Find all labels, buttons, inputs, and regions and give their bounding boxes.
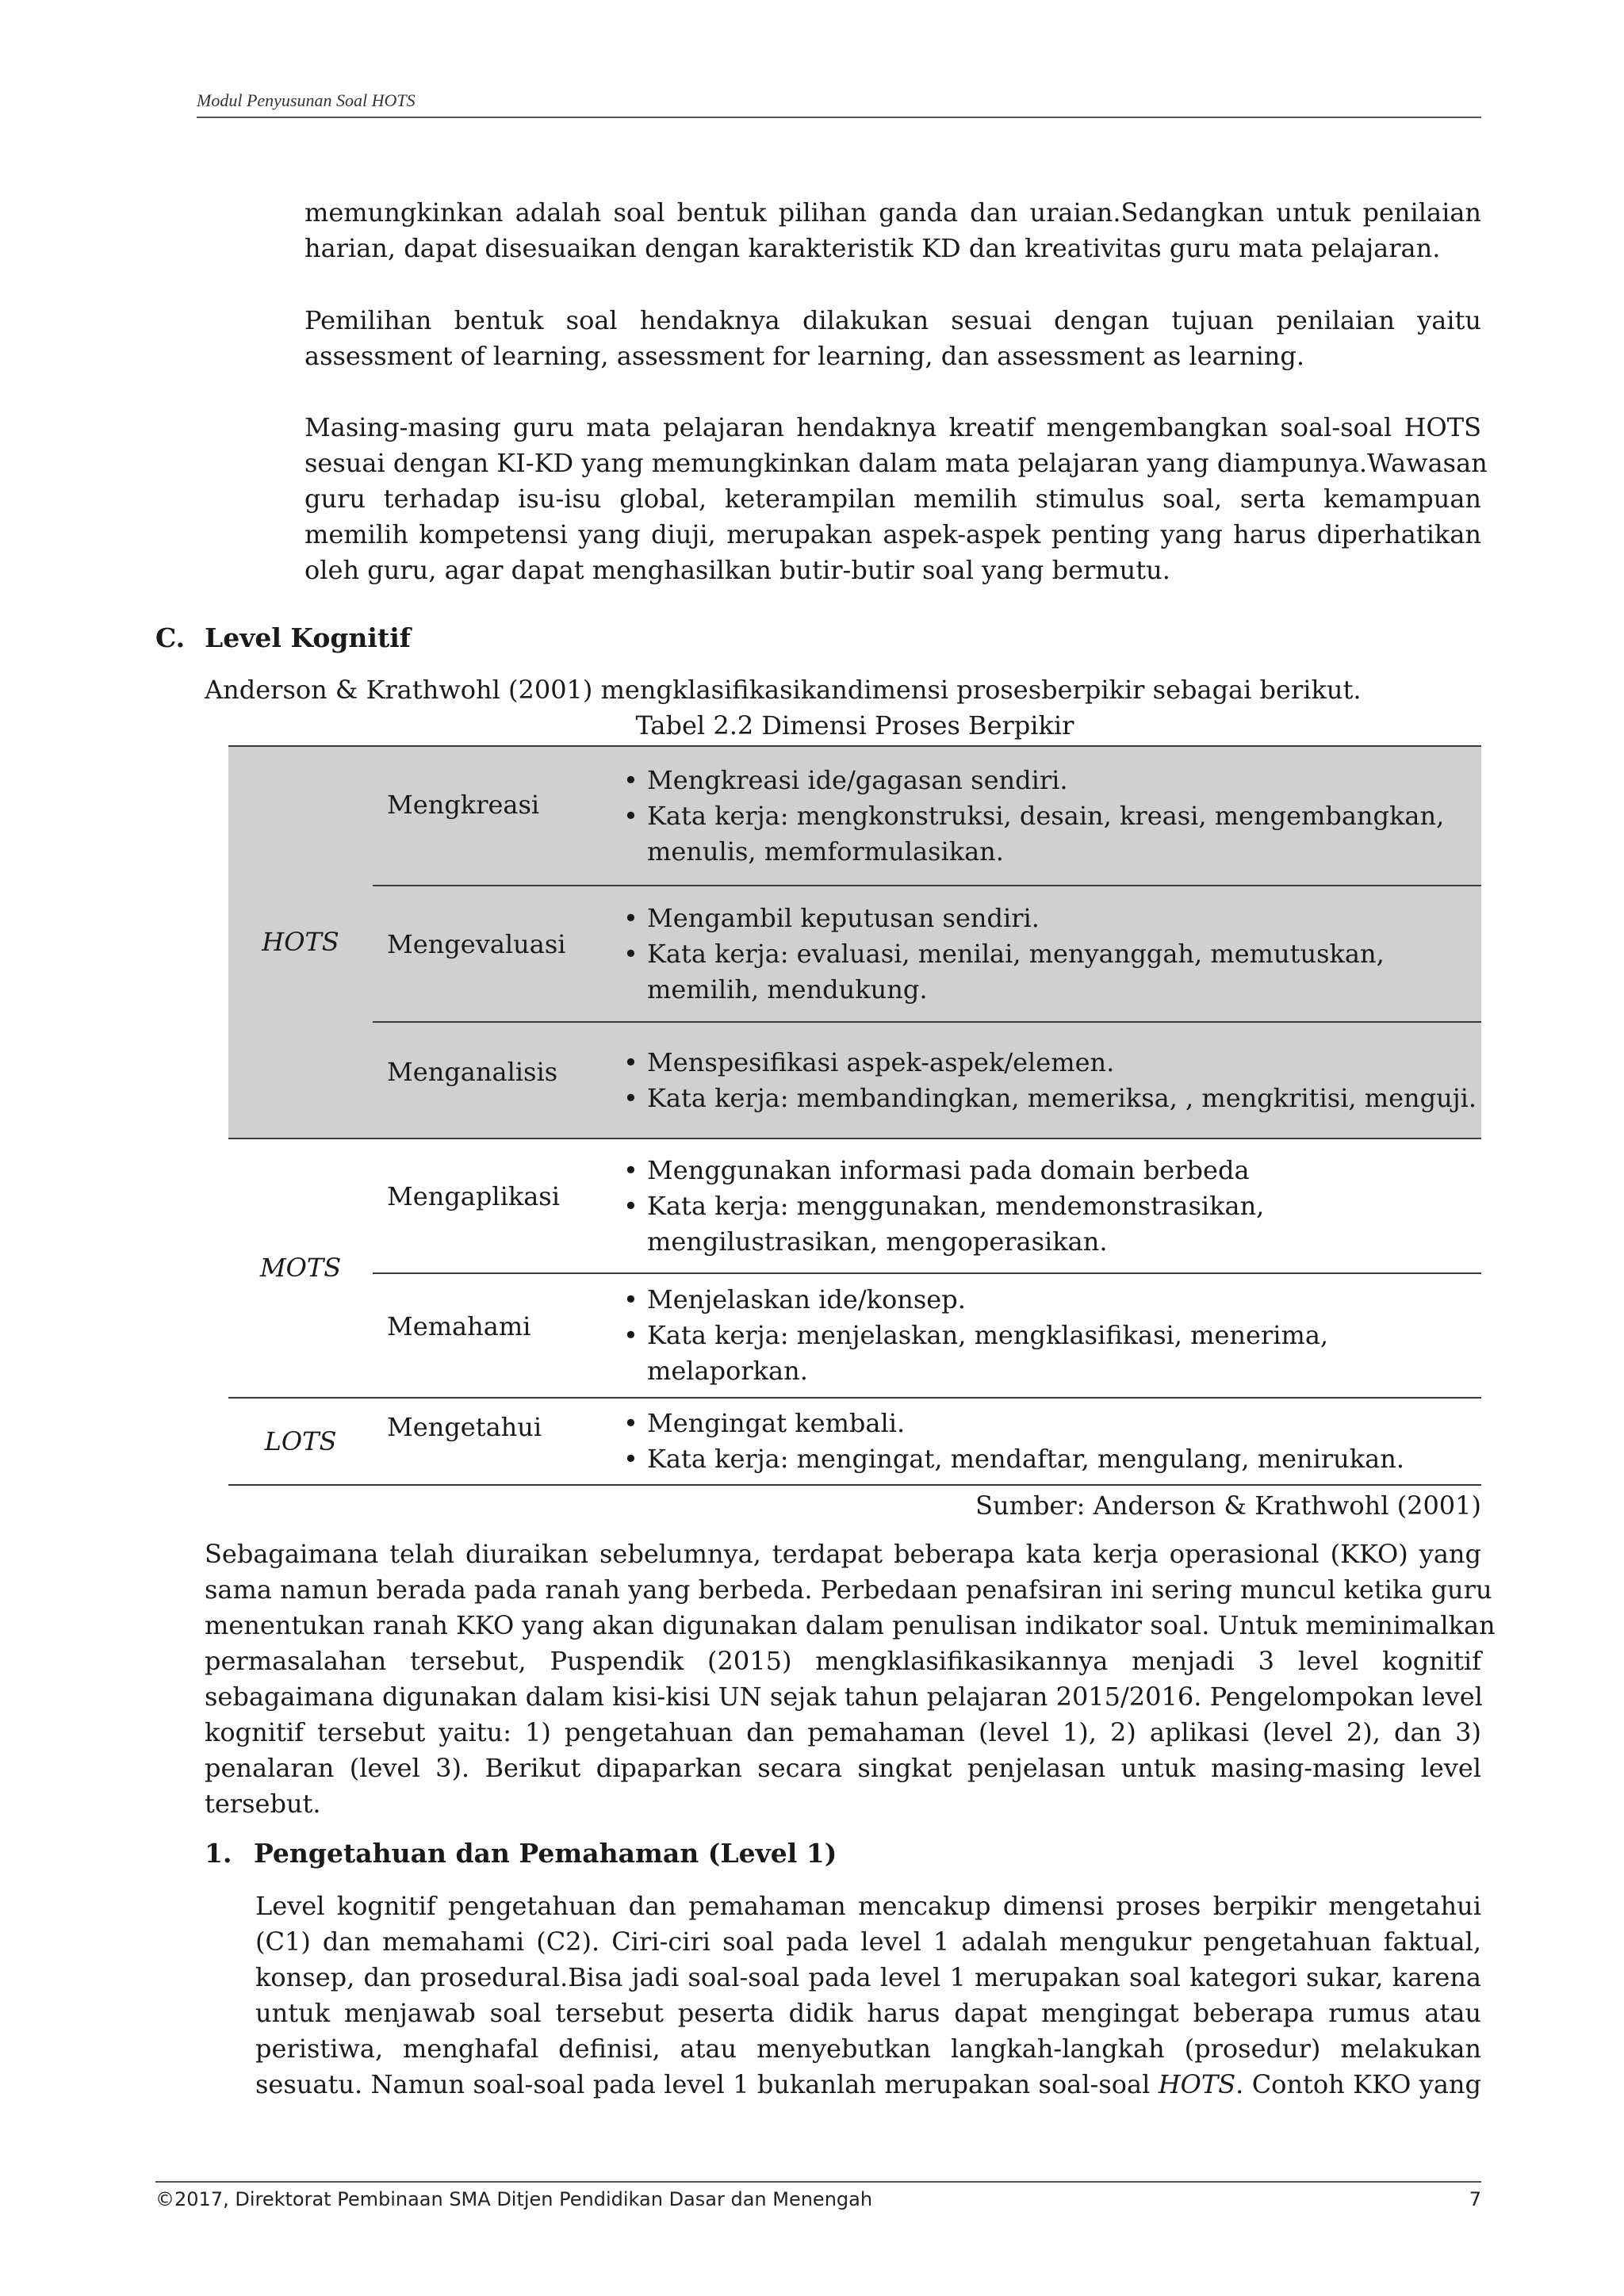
text-line: sesuai dengan KI-KD yang memungkinkan dalam mata pelajaran yang diampunya.Wawasan: [304, 448, 1488, 478]
level-cell-hots: HOTS: [228, 746, 373, 1138]
table-caption: Tabel 2.2 Dimensi Proses Berpikir: [635, 710, 1074, 740]
description-cell: [617, 886, 1481, 1022]
description-cell: [617, 1022, 1481, 1138]
running-header: Modul Penyusunan Soal HOTS: [197, 90, 416, 110]
paragraph-5: [255, 1888, 1481, 2103]
page-number: 7: [1469, 2188, 1481, 2210]
text-run: sesuatu. Namun soal-soal pada level 1 bukanlah merupakan soal-soal: [255, 2069, 1159, 2099]
bullet-item: • Menggunakan informasi pada domain berbeda: [647, 1153, 1481, 1188]
text-line: harian, dapat disesuaikan dengan karakteristik KD dan kreativitas guru mata pelajaran.: [304, 233, 1441, 263]
subsection-heading-1: [205, 1838, 837, 1869]
bullet-item: • Kata kerja: mengkonstruksi, desain, kreasi, mengembangkan, menulis, memformulasikan.: [647, 798, 1481, 870]
text-line: Level kognitif pengetahuan dan pemahaman mencakup dimensi proses berpikir mengetahui: [255, 1891, 1481, 1921]
process-cell: Memahami: [373, 1273, 617, 1398]
subsection-number: 1.: [205, 1838, 232, 1869]
description-cell: [617, 1138, 1481, 1273]
text-line: konsep, dan prosedural.Bisa jadi soal-soal pada level 1 merupakan soal kategori sukar, karena: [255, 1962, 1481, 1992]
footer-copyright: ©2017, Direktorat Pembinaan SMA Ditjen Pendidikan Dasar dan Menengah: [155, 2188, 873, 2210]
text-line: assessment of learning, assessment for learning, dan assessment as learning.: [304, 341, 1305, 371]
description-cell: [617, 746, 1481, 886]
table-row: [228, 1138, 1481, 1273]
text-line: menentukan ranah KKO yang akan digunakan dalam penulisan indikator soal. Untuk meminimalkan: [205, 1610, 1496, 1640]
bullet-item: • Kata kerja: menggunakan, mendemonstrasikan, mengilustrasikan, mengoperasikan.: [647, 1188, 1481, 1260]
table-row: [228, 1022, 1481, 1138]
paragraph-4: [205, 1536, 1496, 1822]
level-cell-mots: MOTS: [228, 1138, 373, 1398]
text-line: memilih kompetensi yang diuji, merupakan aspek-aspek penting yang harus diperhatikan: [304, 519, 1481, 549]
table-row: [228, 1273, 1481, 1398]
process-cell: Mengetahui: [373, 1398, 617, 1485]
subsection-title: Pengetahuan dan Pemahaman (Level 1): [254, 1838, 837, 1869]
text-line: tersebut.: [205, 1789, 321, 1819]
section-heading-c: [155, 622, 411, 653]
text-line: [255, 2067, 1481, 2103]
text-run: . Contoh KKO yang: [1235, 2069, 1481, 2099]
text-line: peristiwa, menghafal definisi, atau menyebutkan langkah-langkah (prosedur) melakukan: [255, 2034, 1481, 2064]
text-line: guru terhadap isu-isu global, keterampilan memilih stimulus soal, serta kemampuan: [304, 484, 1481, 514]
bullet-item: • Menspesifikasi aspek-aspek/elemen.: [647, 1045, 1481, 1081]
text-line: (C1) dan memahami (C2). Ciri-ciri soal pada level 1 adalah mengukur pengetahuan faktual,: [255, 1927, 1481, 1957]
process-cell: Mengkreasi: [373, 746, 617, 886]
text-line: penalaran (level 3). Berikut dipaparkan secara singkat penjelasan untuk masing-masing level: [205, 1753, 1481, 1783]
text-line: memungkinkan adalah soal bentuk pilihan ganda dan uraian.Sedangkan untuk penilaian: [304, 197, 1481, 228]
text-line: Anderson & Krathwohl (2001) mengklasifikasikandimensi prosesberpikir sebagai berikut.: [205, 675, 1362, 705]
bullet-item: • Kata kerja: membandingkan, memeriksa, , mengkritisi, menguji.: [647, 1081, 1481, 1116]
paragraph-3: [304, 410, 1488, 588]
text-line: oleh guru, agar dapat menghasilkan butir-butir soal yang bermutu.: [304, 555, 1170, 585]
text-line: sebagaimana digunakan dalam kisi-kisi UN sejak tahun pelajaran 2015/2016. Pengelompokan level: [205, 1682, 1483, 1712]
footer-rule: [155, 2181, 1481, 2183]
table-row: [228, 1398, 1481, 1485]
text-line: Sebagaimana telah diuraikan sebelumnya, terdapat beberapa kata kerja operasional (KKO) yang: [205, 1539, 1481, 1569]
description-cell: [617, 1273, 1481, 1398]
paragraph-1: [304, 195, 1481, 266]
text-line: kognitif tersebut yaitu: 1) pengetahuan dan pemahaman (level 1), 2) aplikasi (level 2), dan 3): [205, 1717, 1481, 1747]
text-line: permasalahan tersebut, Puspendik (2015) mengklasifikasikannya menjadi 3 level kognitif: [205, 1646, 1481, 1676]
section-number: C.: [155, 622, 186, 653]
bullet-item: • Mengambil keputusan sendiri.: [647, 901, 1481, 936]
process-cell: Mengaplikasi: [373, 1138, 617, 1273]
table-source: Sumber: Anderson & Krathwohl (2001): [975, 1490, 1481, 1521]
text-line: untuk menjawab soal tersebut peserta didik harus dapat mengingat beberapa rumus atau: [255, 1998, 1481, 2028]
table-row: [228, 886, 1481, 1022]
bullet-item: • Kata kerja: mengingat, mendaftar, mengulang, menirukan.: [647, 1441, 1481, 1477]
text-line: sama namun berada pada ranah yang berbeda. Perbedaan penafsiran ini sering muncul ketika guru: [205, 1575, 1492, 1605]
cognitive-dimension-table: [228, 745, 1481, 1486]
text-line: Masing-masing guru mata pelajaran hendaknya kreatif mengembangkan soal-soal HOTS: [304, 412, 1481, 442]
header-rule: [197, 117, 1481, 118]
text-run-italic: HOTS: [1158, 2069, 1236, 2099]
paragraph-2: [304, 303, 1481, 374]
bullet-item: • Kata kerja: menjelaskan, mengklasifikasi, menerima, melaporkan.: [647, 1318, 1481, 1389]
table-row: [228, 746, 1481, 886]
text-line: Pemilihan bentuk soal hendaknya dilakukan sesuai dengan tujuan penilaian yaitu: [304, 305, 1481, 335]
process-cell: Mengevaluasi: [373, 886, 617, 1022]
process-cell: Menganalisis: [373, 1022, 617, 1138]
section-title: Level Kognitif: [205, 622, 411, 653]
level-cell-lots: LOTS: [228, 1398, 373, 1485]
intro-paragraph: [205, 672, 1481, 708]
description-cell: [617, 1398, 1481, 1485]
bullet-item: • Mengkreasi ide/gagasan sendiri.: [647, 763, 1481, 798]
bullet-item: • Menjelaskan ide/konsep.: [647, 1282, 1481, 1318]
bullet-item: • Mengingat kembali.: [647, 1406, 1481, 1441]
bullet-item: • Kata kerja: evaluasi, menilai, menyanggah, memutuskan, memilih, mendukung.: [647, 936, 1481, 1008]
